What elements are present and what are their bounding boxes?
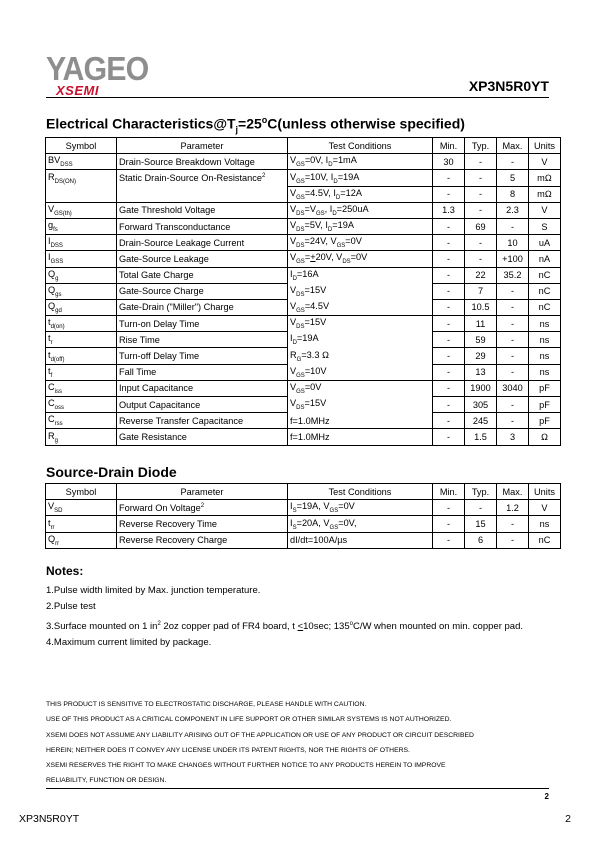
max-cell: -	[497, 154, 529, 170]
typ-cell: -	[465, 186, 497, 202]
condition-cell: $R_G=3.3$ Ω	[288, 348, 433, 364]
header-units: Units	[529, 138, 561, 154]
unit-cell: pF	[529, 397, 561, 413]
title-text: C(unless otherwise specified)	[267, 115, 465, 132]
parameter-cell: Turn-on Delay Time	[117, 316, 288, 332]
logo-sub: XSEMI	[56, 83, 99, 98]
typ-cell: 1.5	[465, 429, 497, 445]
symbol-cell: $t_{d(off)}$	[46, 348, 117, 364]
footer-page-number: 2	[565, 813, 571, 825]
header-min: Min.	[433, 138, 465, 154]
table-header-row	[46, 138, 561, 154]
table-row	[46, 186, 561, 202]
title-text: =25	[238, 115, 262, 132]
header-max: Max.	[497, 484, 529, 500]
parameter-cell: Turn-off Delay Time	[117, 348, 288, 364]
parameter-cell: Output Capacitance	[117, 397, 288, 413]
typ-cell: 59	[465, 332, 497, 348]
footer-rule	[46, 788, 549, 789]
symbol-cell: $Q_{gs}$	[46, 283, 117, 299]
max-cell: -	[497, 299, 529, 315]
source-drain-diode-title: Source-Drain Diode	[46, 464, 177, 480]
symbol-cell: $C_{iss}$	[46, 380, 117, 396]
condition-cell: f=1.0MHz	[288, 429, 433, 445]
unit-cell: ns	[529, 364, 561, 380]
parameter-cell	[117, 186, 288, 202]
max-cell: -	[497, 332, 529, 348]
unit-cell: V	[529, 202, 561, 218]
condition-cell: $V_{GS}=0V$, $I_D=1mA$	[288, 154, 433, 170]
note-item: 1.Pulse width limited by Max. junction temperature.	[46, 585, 261, 596]
table-row	[46, 348, 561, 364]
max-cell: -	[497, 397, 529, 413]
parameter-cell: Drain-Source Breakdown Voltage	[117, 154, 288, 170]
note-item: 3.Surface mounted on 1 $in^2$ 2oz copper pad of FR4 board, t <10sec; 135$^o$C/W when mounted on min. copper pad.	[46, 620, 523, 632]
title-subscript: j	[235, 124, 239, 135]
table-row	[46, 364, 561, 380]
condition-cell: $V_{DS}=15V$	[288, 316, 433, 332]
unit-cell: nC	[529, 283, 561, 299]
typ-cell: 22	[465, 267, 497, 283]
unit-cell: V	[529, 154, 561, 170]
unit-cell: V	[529, 500, 561, 516]
table-row	[46, 316, 561, 332]
max-cell: -	[497, 532, 529, 548]
condition-cell: $V_{GS}=10V$, $I_D=19A$	[288, 170, 433, 186]
typ-cell: 10.5	[465, 299, 497, 315]
typ-cell: -	[465, 202, 497, 218]
header-parameter: Parameter	[117, 138, 288, 154]
condition-cell: $V_{DS}=24V$, $V_{GS}=0V$	[288, 235, 433, 251]
min-cell: -	[433, 364, 465, 380]
max-cell: 10	[497, 235, 529, 251]
unit-cell: mΩ	[529, 170, 561, 186]
max-cell: 3040	[497, 380, 529, 396]
symbol-cell: $Q_g$	[46, 267, 117, 283]
parameter-cell: Gate-Source Charge	[117, 283, 288, 299]
disclaimer-line: THIS PRODUCT IS SENSITIVE TO ELECTROSTATIC DISCHARGE, PLEASE HANDLE WITH CAUTION.	[46, 701, 367, 708]
symbol-cell: $Q_{gd}$	[46, 299, 117, 315]
symbol-cell: $t_{rr}$	[46, 516, 117, 532]
symbol-cell: $t_r$	[46, 332, 117, 348]
unit-cell: uA	[529, 235, 561, 251]
table-row	[46, 532, 561, 548]
max-cell: -	[497, 218, 529, 234]
header-min: Min.	[433, 484, 465, 500]
table-row	[46, 500, 561, 516]
symbol-cell: $R_{DS(ON)}$	[46, 170, 117, 186]
max-cell: -	[497, 283, 529, 299]
condition-cell: $V_{GS}=+20V$, $V_{DS}=0V$	[288, 251, 433, 267]
condition-cell: $V_{DS}=15V$	[288, 283, 433, 299]
typ-cell: -	[465, 500, 497, 516]
parameter-cell: Reverse Transfer Capacitance	[117, 413, 288, 429]
max-cell: 2.3	[497, 202, 529, 218]
table-row	[46, 154, 561, 170]
min-cell: -	[433, 316, 465, 332]
typ-cell: 1900	[465, 380, 497, 396]
unit-cell: S	[529, 218, 561, 234]
header-test-conditions: Test Conditions	[288, 484, 433, 500]
header-symbol: Symbol	[46, 138, 117, 154]
disclaimer	[46, 697, 551, 789]
table-row	[46, 332, 561, 348]
condition-cell: $V_{DS}=V_{GS}$, $I_D=250uA$	[288, 202, 433, 218]
symbol-cell: $I_{DSS}$	[46, 235, 117, 251]
unit-cell: ns	[529, 516, 561, 532]
table-row	[46, 413, 561, 429]
logo-brand: YAGEO	[46, 50, 149, 87]
min-cell: -	[433, 299, 465, 315]
symbol-cell	[46, 186, 117, 202]
header-test-conditions: Test Conditions	[288, 138, 433, 154]
min-cell: -	[433, 186, 465, 202]
note-item: 2.Pulse test	[46, 601, 96, 613]
min-cell: -	[433, 397, 465, 413]
disclaimer-line: XSEMI DOES NOT ASSUME ANY LIABILITY ARISING OUT OF THE APPLICATION OR USE OF ANY PRODUCT OR CIRCUIT DESCRIBED	[46, 731, 474, 739]
table-row	[46, 170, 561, 186]
symbol-cell: $BV_{DSS}$	[46, 154, 117, 170]
parameter-cell: Forward On Voltage$^2$	[117, 500, 288, 516]
parameter-cell: Reverse Recovery Time	[117, 516, 288, 532]
disclaimer-line: RELIABILITY, FUNCTION OR DESIGN.	[46, 777, 167, 785]
header-typ: Typ.	[465, 484, 497, 500]
max-cell: -	[497, 364, 529, 380]
symbol-cell: $t_{d(on)}$	[46, 316, 117, 332]
typ-cell: -	[465, 154, 497, 170]
max-cell: -	[497, 413, 529, 429]
table-row	[46, 299, 561, 315]
symbol-cell: $V_{SD}$	[46, 500, 117, 516]
header-symbol: Symbol	[46, 484, 117, 500]
footer-part-number: XP3N5R0YT	[19, 813, 80, 825]
condition-cell: $I_D=19A$	[288, 332, 433, 348]
min-cell: -	[433, 267, 465, 283]
notes-list	[46, 583, 523, 651]
electrical-characteristics-table	[45, 137, 561, 446]
unit-cell: nC	[529, 299, 561, 315]
note-item: 4.Maximum current limited by package.	[46, 637, 212, 649]
symbol-cell: $t_f$	[46, 364, 117, 380]
min-cell: -	[433, 516, 465, 532]
condition-cell: $V_{GS}=10V$	[288, 364, 433, 380]
source-drain-diode-table	[45, 483, 561, 549]
typ-cell: 29	[465, 348, 497, 364]
unit-cell: ns	[529, 316, 561, 332]
parameter-cell: Rise Time	[117, 332, 288, 348]
table-row	[46, 235, 561, 251]
condition-cell: $V_{GS}=4.5V$	[288, 299, 433, 315]
condition-cell: $I_D=16A$	[288, 267, 433, 283]
max-cell: -	[497, 348, 529, 364]
symbol-cell: $Q_{rr}$	[46, 532, 117, 548]
yageo-logo	[46, 50, 156, 98]
parameter-cell: Reverse Recovery Charge	[117, 532, 288, 548]
typ-cell: 7	[465, 283, 497, 299]
table-row	[46, 429, 561, 445]
table-row	[46, 251, 561, 267]
disclaimer-line: USE OF THIS PRODUCT AS A CRITICAL COMPONENT IN LIFE SUPPORT OR OTHER SIMILAR SYSTEMS IS NOT AUTHORIZED.	[46, 716, 452, 724]
max-cell: +100	[497, 251, 529, 267]
max-cell: 1.2	[497, 500, 529, 516]
max-cell: -	[497, 516, 529, 532]
header-typ: Typ.	[465, 138, 497, 154]
unit-cell: ns	[529, 348, 561, 364]
unit-cell: pF	[529, 413, 561, 429]
condition-cell: $V_{DS}=15V$	[288, 397, 433, 413]
typ-cell: 11	[465, 316, 497, 332]
table-row	[46, 283, 561, 299]
header-max: Max.	[497, 138, 529, 154]
typ-cell: 15	[465, 516, 497, 532]
typ-cell: 13	[465, 364, 497, 380]
table-row	[46, 397, 561, 413]
unit-cell: pF	[529, 380, 561, 396]
disclaimer-line: XSEMI RESERVES THE RIGHT TO MAKE CHANGES WITHOUT FURTHER NOTICE TO ANY PRODUCTS HEREIN TO IMPROVE	[46, 762, 446, 770]
condition-cell: $V_{GS}=4.5V$, $I_D=12A$	[288, 186, 433, 202]
typ-cell: 69	[465, 218, 497, 234]
min-cell: -	[433, 413, 465, 429]
unit-cell: nC	[529, 267, 561, 283]
max-cell: 8	[497, 186, 529, 202]
symbol-cell: $g_{fs}$	[46, 218, 117, 234]
max-cell: 5	[497, 170, 529, 186]
min-cell: 1.3	[433, 202, 465, 218]
condition-cell: $I_S=19A$, $V_{GS}=0V$	[288, 500, 433, 516]
table-row	[46, 218, 561, 234]
table-header-row	[46, 484, 561, 500]
parameter-cell: Input Capacitance	[117, 380, 288, 396]
typ-cell: -	[465, 251, 497, 267]
min-cell: -	[433, 500, 465, 516]
part-number-header: XP3N5R0YT	[468, 78, 549, 94]
typ-cell: -	[465, 235, 497, 251]
condition-cell: dI/dt=100A/µs	[288, 532, 433, 548]
symbol-cell: $R_g$	[46, 429, 117, 445]
parameter-cell: Total Gate Charge	[117, 267, 288, 283]
unit-cell: ns	[529, 332, 561, 348]
table-row	[46, 380, 561, 396]
parameter-cell: Fall Time	[117, 364, 288, 380]
parameter-cell: Forward Transconductance	[117, 218, 288, 234]
disclaimer-line: HEREIN; NEITHER DOES IT CONVEY ANY LICENSE UNDER ITS PATENT RIGHTS, NOR THE RIGHTS OF OTHERS.	[46, 746, 410, 754]
degree-symbol: o	[261, 115, 268, 125]
parameter-cell: Drain-Source Leakage Current	[117, 235, 288, 251]
min-cell: -	[433, 283, 465, 299]
min-cell: -	[433, 218, 465, 234]
parameter-cell: Gate Threshold Voltage	[117, 202, 288, 218]
max-cell: 3	[497, 429, 529, 445]
max-cell: -	[497, 316, 529, 332]
electrical-characteristics-title	[46, 115, 465, 134]
notes-title: Notes:	[46, 564, 84, 578]
header-units: Units	[529, 484, 561, 500]
typ-cell: -	[465, 170, 497, 186]
min-cell: -	[433, 235, 465, 251]
condition-cell: $V_{GS}=0V$	[288, 380, 433, 396]
title-text: Electrical Characteristics@T	[46, 115, 236, 132]
header-parameter: Parameter	[117, 484, 288, 500]
symbol-cell: $C_{rss}$	[46, 413, 117, 429]
min-cell: -	[433, 380, 465, 396]
typ-cell: 305	[465, 397, 497, 413]
parameter-cell: Gate-Source Leakage	[117, 251, 288, 267]
unit-cell: Ω	[529, 429, 561, 445]
min-cell: -	[433, 251, 465, 267]
unit-cell: nC	[529, 532, 561, 548]
parameter-cell: Static Drain-Source On-Resistance$^2$	[117, 170, 288, 186]
unit-cell: nA	[529, 251, 561, 267]
symbol-cell: $V_{GS(th)}$	[46, 202, 117, 218]
table-row	[46, 202, 561, 218]
condition-cell: $I_S=20A$, $V_{GS}=0V$,	[288, 516, 433, 532]
typ-cell: 245	[465, 413, 497, 429]
parameter-cell: Gate Resistance	[117, 429, 288, 445]
min-cell: -	[433, 532, 465, 548]
min-cell: -	[433, 348, 465, 364]
unit-cell: mΩ	[529, 186, 561, 202]
condition-cell: f=1.0MHz	[288, 413, 433, 429]
table-row	[46, 516, 561, 532]
table-row	[46, 267, 561, 283]
min-cell: -	[433, 429, 465, 445]
header-rule	[46, 97, 549, 98]
min-cell: -	[433, 170, 465, 186]
min-cell: 30	[433, 154, 465, 170]
condition-cell: $V_{DS}=5V$, $I_D=19A$	[288, 218, 433, 234]
symbol-cell: $I_{GSS}$	[46, 251, 117, 267]
max-cell: 35.2	[497, 267, 529, 283]
min-cell: -	[433, 332, 465, 348]
parameter-cell: Gate-Drain ("Miller") Charge	[117, 299, 288, 315]
symbol-cell: $C_{oss}$	[46, 397, 117, 413]
typ-cell: 6	[465, 532, 497, 548]
page-number-small: 2	[544, 792, 549, 801]
